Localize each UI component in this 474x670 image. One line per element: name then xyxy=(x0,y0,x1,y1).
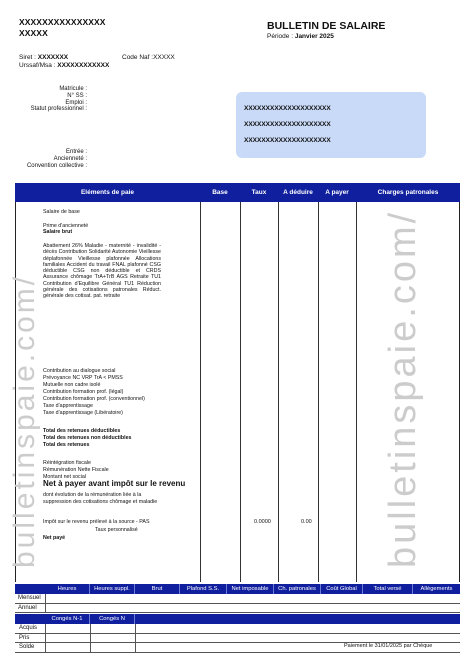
footer-cell-divider xyxy=(90,643,91,653)
col-divider xyxy=(240,202,241,582)
col-elements: Eléments de paie xyxy=(80,189,135,196)
code-naf: Code Naf :XXXXX xyxy=(122,54,175,61)
row-salaire-brut: Salaire brut xyxy=(43,229,73,235)
row-prime-anciennete: Prime d'ancienneté xyxy=(43,223,89,229)
row-net-avant-impot: Net à payer avant impôt sur le revenu xyxy=(43,479,186,488)
row-evolution-2: suppression des cotisations chômage et maladie xyxy=(43,499,158,505)
row-remuneration-nette: Rémunération Nette Fiscale xyxy=(43,467,109,473)
footer-col-brut: Brut xyxy=(135,584,180,594)
watermark-right: bulletinspaie.com/ xyxy=(382,209,424,568)
row-evolution-1: dont évolution de la rémunération liée à la xyxy=(43,492,142,498)
row-formation-legal: Contribution formation prof. (légal) xyxy=(43,389,124,395)
conges-col-n: Congés N xyxy=(90,614,135,624)
footer-cell-divider xyxy=(45,624,46,634)
footer-cell-divider xyxy=(135,634,136,644)
row-taxe-apprentissage: Taxe d'apprentissage xyxy=(43,403,93,409)
label-matricule: Matricule : xyxy=(59,86,87,92)
employer-name-line1: XXXXXXXXXXXXXXX xyxy=(19,17,106,27)
footer-label-mensuel: Mensuel xyxy=(18,595,41,601)
footer-col-plafond: Plafond S.S. xyxy=(180,584,227,594)
footer-col-allegements: Allègements xyxy=(420,586,453,592)
footer-col-ch-patronales: Ch. patronales xyxy=(274,584,321,594)
footer-col-heures-suppl: Heures suppl. xyxy=(90,584,135,594)
row-total-non-deductibles: Total des retenues non déductibles xyxy=(43,435,132,441)
col-divider xyxy=(200,202,201,582)
col-taux: Taux xyxy=(251,189,267,196)
label-nss: N° SS : xyxy=(67,93,87,99)
conges-label-pris: Pris xyxy=(19,634,30,641)
row-mutuelle: Mutuelle non cadre isolé xyxy=(43,382,101,388)
row-taux-personnalise: Taux personnalisé xyxy=(95,527,138,533)
conges-col-n-1: Congés N-1 xyxy=(45,614,90,624)
row-total-retenues: Total des retenues xyxy=(43,442,90,448)
footer-cell-divider xyxy=(45,634,46,644)
document-title: BULLETIN DE SALAIRE xyxy=(267,20,386,32)
footer-cell-divider xyxy=(45,594,46,604)
col-a-deduire: A déduire xyxy=(283,189,313,196)
siret-label: Siret : xyxy=(19,54,38,61)
footer-label-annuel: Annuel xyxy=(18,604,37,611)
col-a-payer: A payer xyxy=(325,189,349,196)
row-contribution-dialogue: Contribution au dialogue social xyxy=(43,368,116,374)
label-emploi: Emploi : xyxy=(65,100,87,106)
label-anciennete: Ancienneté : xyxy=(53,156,87,162)
conges-row-acquis xyxy=(15,624,460,634)
siret-value: XXXXXXX xyxy=(37,54,69,61)
label-statut: Statut professionnel : xyxy=(30,106,87,112)
col-base: Base xyxy=(212,189,228,196)
footer-row-annuel xyxy=(15,604,460,614)
periode xyxy=(267,33,334,40)
footer-cell-divider xyxy=(135,624,136,634)
periode-label: Période : xyxy=(267,33,295,40)
urssaf xyxy=(19,62,109,69)
urssaf-value: XXXXXXXXXXXX xyxy=(57,62,110,69)
footer-row-mensuel xyxy=(15,594,460,604)
row-salaire-base: Salaire de base xyxy=(43,209,80,215)
periode-value: Janvier 2025 xyxy=(294,33,334,40)
conges-row-pris xyxy=(15,634,460,644)
col-divider xyxy=(318,202,319,582)
row-impot-pas: Impôt sur le revenu prélevé à la source - PAS xyxy=(43,519,150,525)
employee-box-line3: XXXXXXXXXXXXXXXXXXXX xyxy=(244,137,331,144)
pas-taux-value: 0.0000 xyxy=(254,519,271,525)
row-montant-net-social: Montant net social xyxy=(43,474,86,480)
col-divider xyxy=(278,202,279,582)
row-reintegration: Réintégration fiscale xyxy=(43,460,91,466)
employee-box-line2: XXXXXXXXXXXXXXXXXXXX xyxy=(244,121,331,128)
footer-cell-divider xyxy=(45,604,46,614)
row-prevoyance: Prévoyance NC VRP TrA < PMSS xyxy=(43,375,123,381)
watermark-left: bulletinspaie.com/ xyxy=(8,273,41,568)
conges-label-solde: Solde xyxy=(19,644,35,650)
footer-totals-header xyxy=(15,584,460,594)
footer-cell-divider xyxy=(90,634,91,644)
col-divider xyxy=(356,202,357,582)
employee-info-box xyxy=(236,92,426,158)
row-net-paye: Net payé xyxy=(43,535,66,541)
siret xyxy=(19,54,68,61)
conges-label-acquis: Acquis xyxy=(19,625,38,631)
footer-col-total-verse: Total versé xyxy=(363,584,413,594)
employer-name-line2: XXXXX xyxy=(19,28,48,38)
row-taxe-apprentissage-lib: Taxe d'apprentissage (Libératoire) xyxy=(43,410,123,416)
label-convention: Convention collective : xyxy=(26,163,87,169)
footer-cell-divider xyxy=(135,643,136,653)
footer-col-heures: Heures xyxy=(45,584,90,594)
employer-name xyxy=(19,17,106,39)
footer-col-net-imposable: Net imposable xyxy=(227,584,274,594)
conges-header xyxy=(15,614,460,624)
employee-box-line1: XXXXXXXXXXXXXXXXXXXX xyxy=(244,105,331,112)
footer-cell-divider xyxy=(90,624,91,634)
payment-info: Paiement le 31/01/2025 par Chèque xyxy=(344,643,433,649)
footer-cell-divider xyxy=(45,643,46,653)
pas-deduire-value: 0.00 xyxy=(301,519,312,525)
urssaf-label: Urssaf/Msa : xyxy=(19,62,58,69)
payslip-table-header xyxy=(15,183,460,202)
row-formation-conv: Contribution formation prof. (conventionnel) xyxy=(43,396,145,402)
footer-col-cout-global: Coût Global xyxy=(321,584,363,594)
col-charges-patronales: Charges patronales xyxy=(377,189,439,196)
row-cotisations: Abattement 26% Maladie - maternité - invalidité - décès Contribution Solidarité Autonomie Vieillesse déplafonnée Vieillesse plafonnée Allocations familiales Accident du travail FNAL plafonné CSG déductible CSG non déductible et CRDS Assurance chômage TrA+TrB AGS Retraite TU1 Contribution d'Equilibre Général TU1 Réduction générale des cotisations patronales Réduct. générale des cotisat. pat. retraite xyxy=(43,243,161,300)
label-entree: Entrée : xyxy=(65,149,87,155)
row-total-deductibles: Total des retenues déductibles xyxy=(43,428,121,434)
